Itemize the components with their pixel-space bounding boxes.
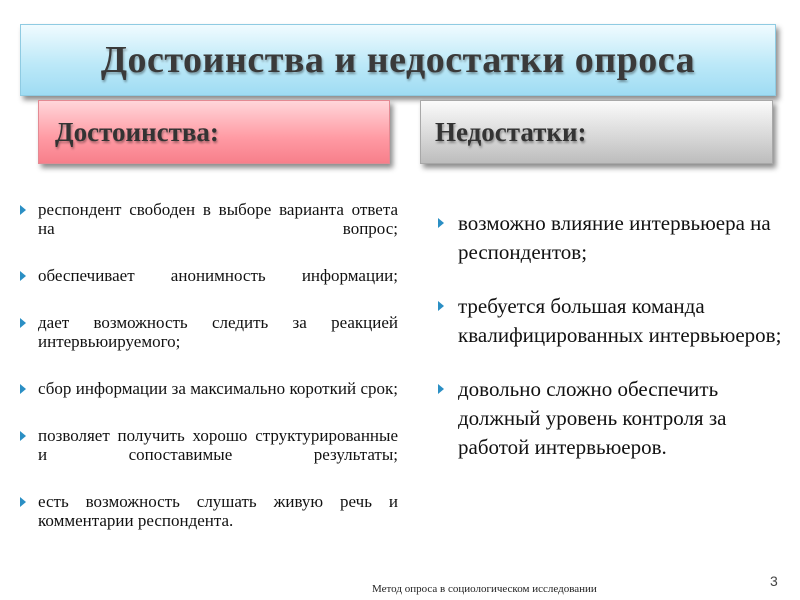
list-item-text: позволяет получить хорошо структурированные и сопоставимые результаты; <box>38 426 398 464</box>
bullet-arrow-icon <box>20 205 26 215</box>
list-item-text: обеспечивает анонимность информации; <box>38 266 398 285</box>
bullet-arrow-icon <box>20 271 26 281</box>
list-item <box>20 492 398 530</box>
list-item-text: довольно сложно обеспечить должный уровень контроля за работой интервьюеров. <box>458 377 727 459</box>
list-item-text: возможно влияние интервьюера на респондентов; <box>458 211 771 264</box>
bullet-arrow-icon <box>20 384 26 394</box>
advantages-header-label: Достоинства: <box>55 116 219 147</box>
bullet-arrow-icon <box>438 218 444 228</box>
list-item <box>436 375 782 462</box>
disadvantages-header <box>420 100 773 164</box>
page-number: 3 <box>770 573 778 589</box>
list-item <box>20 426 398 464</box>
bullet-arrow-icon <box>20 318 26 328</box>
list-item <box>20 313 398 351</box>
footer-caption: Метод опроса в социологическом исследовании <box>372 583 597 595</box>
list-item-text: требуется большая команда квалифицированных интервьюеров; <box>458 294 782 347</box>
advantages-list <box>20 200 398 558</box>
list-item <box>20 379 398 398</box>
list-item-text: дает возможность следить за реакцией интервьюируемого; <box>38 313 398 351</box>
bullet-arrow-icon <box>20 431 26 441</box>
list-item-text: респондент свободен в выборе варианта ответа на вопрос; <box>38 200 398 238</box>
bullet-arrow-icon <box>20 497 26 507</box>
bullet-arrow-icon <box>438 384 444 394</box>
title-banner <box>20 24 776 96</box>
list-item <box>20 266 398 285</box>
list-item-text: сбор информации за максимально короткий срок; <box>38 379 398 398</box>
list-item-text: есть возможность слушать живую речь и комментарии респондента. <box>38 492 398 530</box>
disadvantages-list <box>436 209 782 487</box>
bullet-arrow-icon <box>438 301 444 311</box>
list-item <box>436 209 782 267</box>
list-item <box>20 200 398 238</box>
slide-title: Достоинства и недостатки опроса <box>100 39 696 81</box>
list-item <box>436 292 782 350</box>
advantages-header <box>38 100 390 164</box>
disadvantages-header-label: Недостатки: <box>435 116 587 147</box>
